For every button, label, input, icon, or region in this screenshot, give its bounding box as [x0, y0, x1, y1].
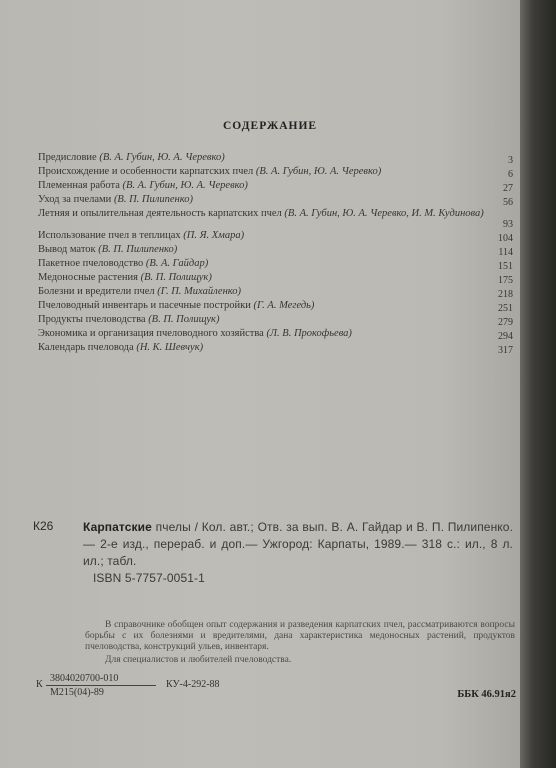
toc-entry-page: 104: [498, 233, 513, 244]
annotation-summary: В справочнике обобщен опыт содержания и разведения карпатских пчел, рассматриваются вопросы борьбы с их болезнями и вредителями, дана характеристика медоносных растений, продуктов пчеловодства, конструкций ульев, инвентаря.: [85, 620, 515, 652]
toc-entry-title: Племенная работа: [38, 180, 120, 191]
toc-entry-title: Использование пчел в теплицах: [38, 230, 181, 241]
toc-entry-authors: (В. А. Губин, Ю. А. Черевко): [255, 166, 382, 177]
toc-entry-page: 294: [498, 331, 513, 342]
toc-entry: [38, 258, 513, 272]
toc-entry-page: 93: [503, 219, 513, 230]
toc-entry-authors: (В. А. Губин, Ю. А. Черевко, И. М. Кудинова): [284, 208, 484, 219]
toc-entry-page: 175: [498, 275, 513, 286]
toc-entry-authors: (В. А. Губин, Ю. А. Черевко): [122, 180, 248, 191]
catalog-code-bottom: М215(04)-89: [50, 687, 104, 698]
toc-entry-page: 218: [498, 289, 513, 300]
isbn: ISBN 5-7757-0051-1: [93, 571, 205, 585]
toc-entry-page: 151: [498, 261, 513, 272]
toc-entry: [38, 300, 513, 314]
table-of-contents: [38, 152, 513, 356]
toc-entry-title: Экономика и организация пчеловодного хозяйства: [38, 328, 264, 339]
toc-heading: СОДЕРЖАНИЕ: [222, 120, 318, 132]
toc-entry-title: Медоносные растения: [38, 272, 138, 283]
toc-entry: [38, 152, 513, 166]
toc-entry-title: Пчеловодный инвентарь и пасечные постройки: [38, 300, 251, 311]
toc-entry: [38, 194, 513, 208]
bib-body: пчелы / Кол. авт.; Отв. за вып. В. А. Гайдар и В. П. Пилипенко.— 2-е изд., перераб. и доп.— Ужгород: Карпаты, 1989.— 318 с.: ил., 8 л. ил.; табл.: [83, 520, 514, 568]
toc-entry-authors: (Г. А. Мегедь): [253, 300, 315, 311]
toc-entry-title: Летняя и опылительная деятельность карпатских пчел: [38, 208, 282, 219]
toc-entry-title: Предисловие: [38, 152, 97, 163]
toc-entry-authors: (Л. В. Прокофьева): [266, 328, 352, 339]
toc-entry-page: 279: [498, 317, 513, 328]
toc-entry-page: 317: [498, 345, 513, 356]
toc-entry: [38, 230, 513, 244]
toc-entry-page: 114: [498, 247, 513, 258]
toc-entry-title: Происхождение и особенности карпатских пчел: [38, 166, 254, 177]
toc-entry: [38, 208, 513, 230]
toc-entry: [38, 244, 513, 258]
toc-entry-authors: (П. Я. Хмара): [183, 230, 245, 241]
catalog-bbk: ББК 46.91я2: [457, 689, 516, 700]
book-binding-edge: [520, 0, 556, 768]
toc-entry: [38, 328, 513, 342]
bib-index: К26: [33, 519, 54, 533]
toc-entry-title: Пакетное пчеловодство: [38, 258, 144, 269]
toc-entry-page: 251: [498, 303, 513, 314]
annotation-audience: Для специалистов и любителей пчеловодства.: [105, 655, 292, 665]
toc-entry-authors: (Г. П. Михайленко): [157, 286, 242, 297]
toc-entry: [38, 342, 513, 356]
bib-title: Карпатские: [83, 520, 152, 534]
toc-entry: [38, 286, 513, 300]
toc-entry-title: Болезни и вредители пчел: [38, 286, 155, 297]
toc-entry-authors: (В. П. Полищук): [148, 314, 220, 325]
toc-entry-page: 27: [503, 183, 513, 194]
toc-entry: [38, 180, 513, 194]
toc-entry-page: 3: [508, 155, 513, 166]
toc-entry: [38, 314, 513, 328]
fraction-line: [46, 685, 156, 686]
toc-entry-title: Вывод маток: [38, 244, 96, 255]
toc-entry-authors: (В. А. Гайдар): [145, 258, 209, 269]
bib-description: [83, 519, 513, 587]
toc-entry-authors: (Н. К. Шевчук): [136, 342, 204, 353]
toc-entry-title: Календарь пчеловода: [38, 342, 134, 353]
catalog-ku: КУ-4-292-88: [166, 679, 220, 690]
toc-entry-page: 6: [508, 169, 513, 180]
annotation: [85, 620, 515, 666]
toc-entry: [38, 272, 513, 286]
toc-entry-title: Уход за пчелами: [38, 194, 112, 205]
catalog-code-top: 3804020700-010: [50, 673, 119, 684]
catalog-k: К: [36, 679, 43, 690]
toc-entry: [38, 166, 513, 180]
toc-entry-authors: (В. А. Губин, Ю. А. Черевко): [99, 152, 225, 163]
toc-entry-page: 56: [503, 197, 513, 208]
toc-entry-authors: (В. П. Пилипенко): [98, 244, 178, 255]
toc-entry-authors: (В. П. Полищук): [140, 272, 212, 283]
toc-entry-title: Продукты пчеловодства: [38, 314, 146, 325]
toc-entry-authors: (В. П. Пилипенко): [113, 194, 193, 205]
